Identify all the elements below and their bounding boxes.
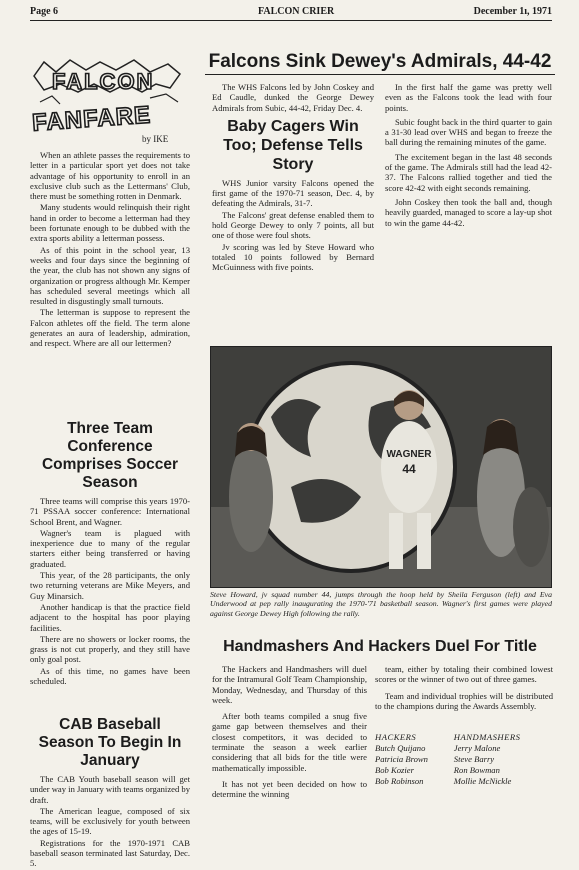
cab-headline: CAB Baseball Season To Begin In January bbox=[38, 716, 182, 769]
roster-name: Mollie McNickle bbox=[453, 776, 512, 786]
roster-name: Ron Bowman bbox=[453, 765, 500, 775]
paragraph: As of this time, no games have been scheduled. bbox=[30, 665, 190, 687]
paragraph: When an athlete passes the requirements to letter in a particular sport yet does not take advantage of his opportunity to enroll in an exclusive club such as the Lettermans' Club, there must be something rotten in Denmark. bbox=[30, 150, 190, 202]
roster-name: Steve Barry bbox=[453, 754, 495, 764]
soccer-headline: Three Team Conference Comprises Soccer Season bbox=[41, 420, 179, 491]
paragraph: Registrations for the 1970-1971 CAB baseball season terminated last Saturday, Dec. 5. bbox=[30, 837, 190, 869]
paragraph: There are no showers or locker rooms, the grass is not cut properly, and they still have only goal post. bbox=[30, 633, 190, 665]
paragraph: team, either by totaling their combined lowest scores or the winner of two out of three games. bbox=[375, 664, 553, 685]
logo-word-2: FANFARE bbox=[31, 101, 152, 137]
page-header bbox=[30, 6, 552, 21]
photo-scene bbox=[211, 347, 551, 587]
issue-date: December 1ı, 1971 bbox=[473, 6, 552, 17]
paragraph: The letterman is suppose to represent the Falcon athletes off the field. The term alone generates an aura of leadership, admiration, and respect. Where are all our lettermen? bbox=[30, 307, 190, 349]
paragraph: Many students would relinquish their right hand in order to become a letterman had they been fortunate enough to be dubbed with the extra sports ability a letterman possess. bbox=[30, 202, 190, 244]
paragraph: Team and individual trophies will be distributed to the champions during the Awards Assembly. bbox=[375, 690, 553, 711]
paragraph: Jv scoring was led by Steve Howard who totaled 10 points followed by Bernard McGuinness with five points. bbox=[212, 241, 374, 273]
paragraph: WHS Junior varsity Falcons opened the first game of the 1970-71 season, Dec. 4, by defeating the Admirals, 31-7. bbox=[212, 177, 374, 209]
jersey-lettering: WAGNER bbox=[386, 449, 432, 460]
paragraph: The Hackers and Handmashers will duel for the Intramural Golf Team Championship, Monday, Wednesday, and Thursday of this week. bbox=[212, 664, 367, 705]
paragraph: Three teams will comprise this years 1970-71 PSSAA soccer conference: International School Brent, and Wagner. bbox=[30, 496, 190, 527]
hackers-heading: HACKERS bbox=[375, 732, 417, 742]
logo-word-1: FALCON bbox=[52, 69, 155, 94]
paragraph: Another handicap is that the practice field adjacent to the hospital has poor playing facilities. bbox=[30, 601, 190, 633]
baby-cagers-headline: Baby Cagers Win Too; Defense Tells Story bbox=[223, 117, 363, 173]
paragraph: Subic fought back in the third quarter to gain a 31-30 lead over WHS and began to freeze the ball during the remaining minutes of the game. bbox=[385, 116, 552, 148]
roster-table bbox=[375, 732, 553, 787]
falcon-fanfare-logo bbox=[30, 58, 188, 146]
page-number: Page 6 bbox=[30, 6, 59, 17]
golf-col-1 bbox=[212, 664, 367, 801]
paragraph: The American league, composed of six teams, will be exclusively for youth between the ages of 15-19. bbox=[30, 805, 190, 837]
paragraph: Wagner's team is plagued with inexperience due to many of the regular starters either being transferred or having graduated. bbox=[30, 527, 190, 569]
golf-col-2 bbox=[375, 664, 553, 712]
fanfare-column bbox=[30, 150, 190, 350]
newspaper-name: FALCON CRIER bbox=[258, 6, 335, 17]
roster-name: Bob Kozier bbox=[375, 765, 414, 775]
paragraph: As of this point in the school year, 13 weeks and four days since the beginning of the year, the club has not shown any signs of organization or progress although Mr. Kemper has scheduled several meetings which all resulted in disgustingly small turnouts. bbox=[30, 244, 190, 307]
soccer-story bbox=[30, 420, 190, 687]
paragraph: John Coskey then took the ball and, though heavily guarded, managed to score a lay-up shot to win the game 44-42. bbox=[385, 196, 552, 228]
paragraph: The CAB Youth baseball season will get under way in January with teams organized by draft. bbox=[30, 774, 190, 805]
cab-baseball-story bbox=[30, 716, 190, 870]
roster-name: Patricia Brown bbox=[375, 754, 428, 764]
paragraph: It has not yet been decided on how to determine the winning bbox=[212, 778, 367, 800]
paragraph: In the first half the game was pretty well even as the Falcons took the lead with four points. bbox=[385, 82, 552, 113]
golf-headline: Handmashers And Hackers Duel For Title bbox=[223, 638, 537, 655]
jersey-number: 44 bbox=[402, 462, 416, 476]
paragraph: After both teams compiled a snug five game gap between themselves and their closest competitors, it was decided to terminate the season a week earlier considering that all bids for the title were mathematically impossible. bbox=[212, 711, 367, 773]
main-headline: Falcons Sink Dewey's Admirals, 44-42 bbox=[205, 50, 555, 75]
team-roster bbox=[375, 732, 553, 787]
main-story-col-1 bbox=[212, 82, 374, 274]
paragraph: The Falcons' great defense enabled them to hold George Dewey to only 7 points, all but one of those were foul shots. bbox=[212, 209, 374, 241]
photo-caption: Steve Howard, jv squad number 44, jumps through the hoop held by Sheila Ferguson (left) and Eva Underwood at pep rally inaugurating the 1970-'71 basketball season. Wagner's first games were played against George Dewey High following the rally. bbox=[210, 590, 552, 618]
roster-name: Jerry Malone bbox=[453, 743, 501, 753]
logo-byline: by IKE bbox=[142, 134, 169, 144]
pep-rally-photo bbox=[210, 346, 552, 588]
paragraph: This year, of the 28 participants, the only two returning veterans are Mike Meyers, and Guy Minarsich. bbox=[30, 570, 190, 601]
main-story-col-2 bbox=[385, 82, 552, 229]
roster-name: Bob Robinson bbox=[375, 776, 424, 786]
paragraph: The excitement began in the last 48 seconds of the game. The Admirals still had the lead 42-37. The Falcons rallied together and tied the score 42-42 with eight seconds remaining. bbox=[385, 151, 552, 193]
logo-artwork bbox=[30, 58, 188, 146]
paragraph: The WHS Falcons led by John Coskey and Ed Caudle, dunked the George Dewey Admirals from Subic, 44-42, Friday Dec. 4. bbox=[212, 82, 374, 113]
handmashers-heading: HANDMASHERS bbox=[453, 732, 521, 742]
roster-name: Butch Quijano bbox=[375, 743, 426, 753]
